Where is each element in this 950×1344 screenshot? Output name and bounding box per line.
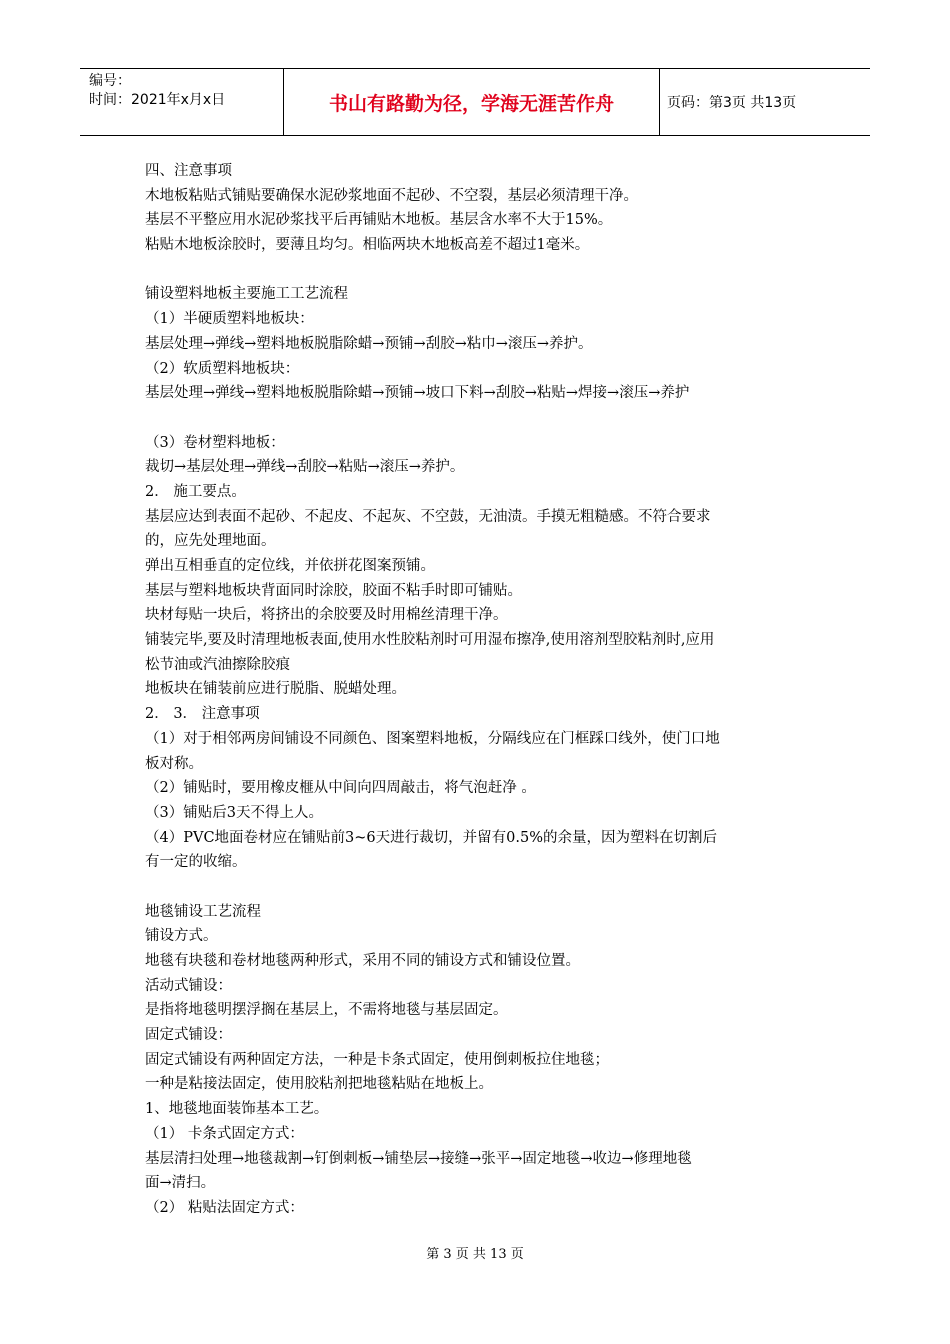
text-line: 面→清扫。	[145, 1175, 216, 1192]
text-line: （2）软质塑料地板块：	[145, 360, 300, 377]
text-line: 地毯铺设工艺流程	[145, 903, 261, 920]
text-line: （2） 粘贴法固定方式：	[145, 1199, 304, 1216]
text-line: 有一定的收缩。	[145, 854, 247, 871]
text-line: 基层处理→弹线→塑料地板脱脂除蜡→预铺→刮胶→粘巾→滚压→养护。	[145, 335, 593, 352]
header-info	[80, 69, 283, 135]
text-line: 2． 施工要点。	[145, 483, 246, 500]
text-line: （3）卷材塑料地板：	[145, 434, 285, 451]
time-label: 时间：2021年x月x日	[89, 92, 226, 108]
text-line: 弹出互相垂直的定位线，并依拼花图案预铺。	[145, 558, 435, 574]
text-line: （3）铺贴后3天不得上人。	[145, 804, 323, 821]
text-line: 松节油或汽油擦除胶痕	[145, 656, 290, 673]
number-label: 编号：	[89, 73, 131, 89]
text-line: （1）对于相邻两房间铺设不同颜色、图案塑料地板，分隔线应在门框踩口线外，使门口地	[145, 730, 720, 747]
page-header	[80, 68, 870, 136]
text-line: 铺设方式。	[145, 928, 218, 945]
text-line: 四、注意事项	[145, 163, 232, 179]
text-line: 铺装完毕,要及时清理地板表面,使用水性胶粘剂时可用湿布擦净,使用溶剂型胶粘剂时,应用	[145, 632, 715, 649]
text-line: 铺设塑料地板主要施工工艺流程	[145, 286, 348, 303]
text-line: 裁切→基层处理→弹线→刮胶→粘贴→滚压→养护。	[145, 459, 465, 476]
text-line: 粘贴木地板涂胶时，要薄且均匀。相临两块木地板高差不超过1毫米。	[145, 237, 590, 254]
text-line: 1、地毯地面装饰基本工艺。	[145, 1101, 329, 1118]
text-line: （4）PVC地面卷材应在铺贴前3~6天进行裁切，并留有0.5%的余量，因为塑料在切割后	[145, 829, 717, 846]
text-line: 的，应先处理地面。	[145, 533, 276, 550]
blank-line	[145, 875, 813, 900]
page-footer: 第 3 页 共 13 页	[426, 1247, 524, 1262]
header-page-info: 页码：第3页 共13页	[667, 95, 797, 111]
text-line: 块材每贴一块后，将挤出的余胶要及时用棉丝清理干净。	[145, 607, 508, 624]
text-line: 固定式铺设有两种固定方法，一种是卡条式固定，使用倒刺板拉住地毯；	[145, 1051, 609, 1068]
text-line: 基层不平整应用水泥砂浆找平后再铺贴木地板。基层含水率不大于15%。	[145, 212, 613, 229]
header-motto: 书山有路勤为径，学海无涯苦作舟	[283, 69, 660, 135]
document-body	[145, 159, 813, 1221]
text-line: （2）铺贴时，要用橡皮榧从中间向四周敲击，将气泡赶净 。	[145, 780, 536, 797]
text-line: （1）半硬质塑料地板块：	[145, 311, 314, 328]
blank-line	[145, 406, 813, 431]
text-line: （1） 卡条式固定方式：	[145, 1125, 304, 1142]
text-line: 活动式铺设：	[145, 977, 232, 994]
text-line: 基层与塑料地板块背面同时涂胶，胶面不粘手时即可铺贴。	[145, 582, 522, 599]
text-line: 基层应达到表面不起砂、不起皮、不起灰、不空鼓，无油渍。手摸无粗糙感。不符合要求	[145, 508, 711, 525]
text-line: 板对称。	[145, 755, 203, 772]
text-line: 基层清扫处理→地毯裁割→钉倒刺板→铺垫层→接缝→张平→固定地毯→收边→修理地毯	[145, 1150, 692, 1167]
text-line: 地毯有块毯和卷材地毯两种形式，采用不同的铺设方式和铺设位置。	[145, 953, 580, 969]
text-line: 固定式铺设：	[145, 1027, 232, 1044]
text-line: 一种是粘接法固定，使用胶粘剂把地毯粘贴在地板上。	[145, 1076, 493, 1093]
text-line: 2． 3． 注意事项	[145, 706, 260, 723]
text-line: 木地板粘贴式铺贴要确保水泥砂浆地面不起砂、不空裂，基层必须清理干净。	[145, 187, 638, 204]
text-line: 地板块在铺装前应进行脱脂、脱蜡处理。	[145, 681, 406, 698]
blank-line	[145, 258, 813, 283]
text-line: 基层处理→弹线→塑料地板脱脂除蜡→预铺→坡口下料→刮胶→粘贴→焊接→滚压→养护	[145, 385, 690, 402]
text-line: 是指将地毯明摆浮搁在基层上，不需将地毯与基层固定。	[145, 1002, 508, 1019]
